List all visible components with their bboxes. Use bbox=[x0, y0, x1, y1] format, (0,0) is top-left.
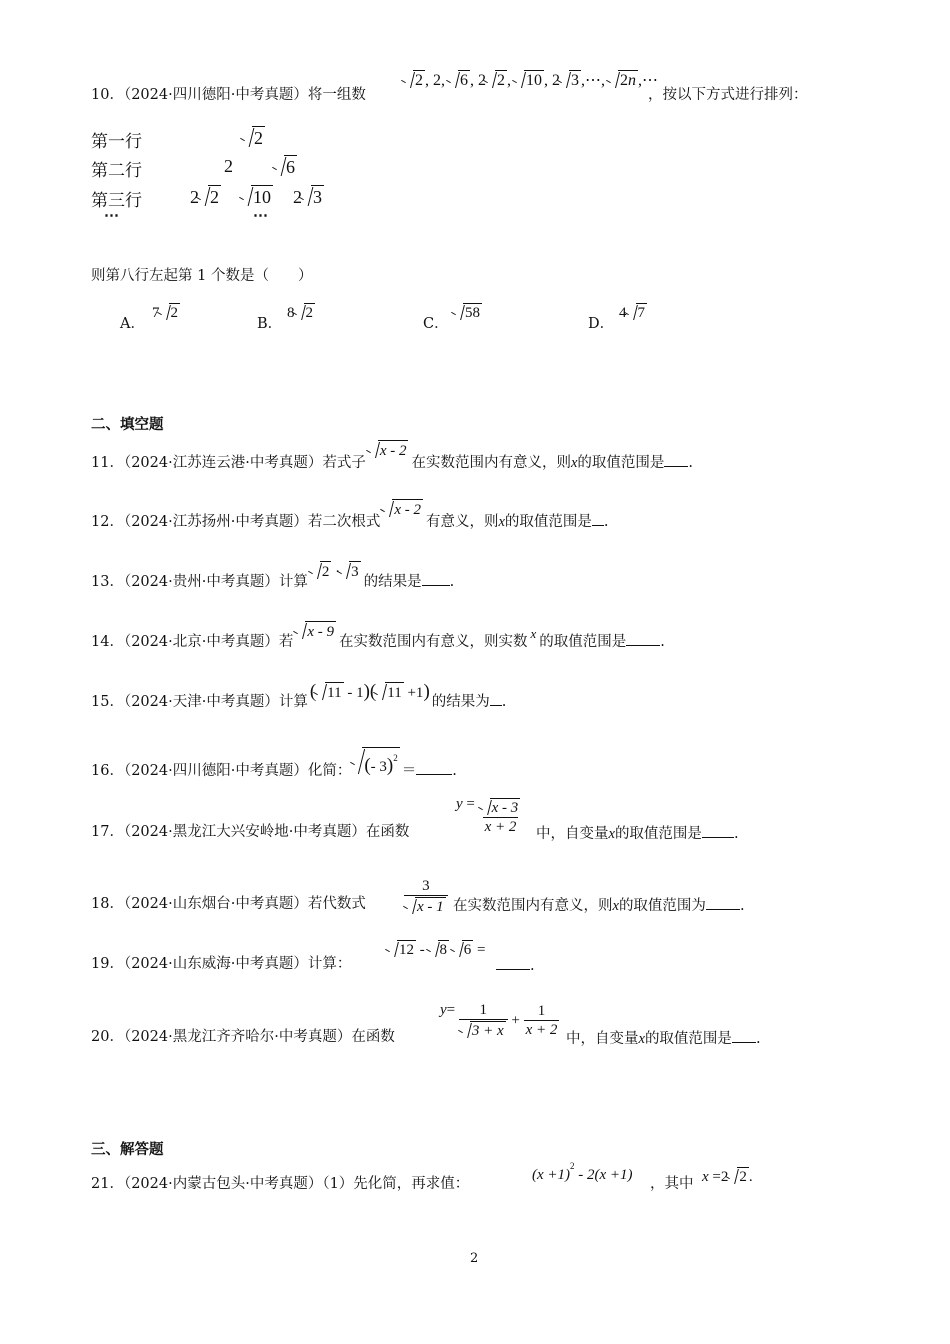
q20-tail: 中，自变量x的取值范围是 . bbox=[566, 1028, 761, 1048]
q10-text-after: ，按以下方式进行排列： bbox=[648, 87, 808, 103]
ellipsis-left: ⋯ bbox=[104, 206, 120, 224]
q18-tail: 在实数范围内有意义，则x的取值范围为 . bbox=[453, 895, 745, 915]
answer-blank[interactable] bbox=[706, 895, 740, 910]
option-d-label[interactable]: D． bbox=[588, 316, 615, 332]
q18-formula: $\frac{3}{x - 1}$ bbox=[404, 878, 448, 916]
q21-mid: ，其中 bbox=[650, 1176, 694, 1192]
q15: 15．（2024·天津·中考真题）计算 ( 11 - 1)( 11 +1) 的结果为 . bbox=[91, 681, 507, 710]
answer-blank[interactable] bbox=[490, 691, 502, 706]
answer-blank[interactable] bbox=[416, 760, 452, 775]
option-a-label[interactable]: A． bbox=[120, 316, 145, 332]
q11: 11．（2024·江苏连云港·中考真题）若式子x - 2在实数范围内有意义，则x的取值范围是 . bbox=[91, 452, 693, 472]
option-b-value[interactable]: 8 2 bbox=[287, 305, 313, 321]
question-source: （2024·四川德阳·中考真题） bbox=[123, 87, 308, 103]
row-label-3: 第三行 bbox=[91, 191, 142, 211]
q12: 12．（2024·江苏扬州·中考真题）若二次根式x - 2有意义，则x的取值范围是 . bbox=[91, 511, 609, 531]
row1-value-1: 2 bbox=[243, 126, 265, 149]
q16: 16．（2024·四川德阳·中考真题）化简： (- 3)$^2$＝ . bbox=[91, 751, 457, 780]
section-title-answer: 三、解答题 bbox=[91, 1141, 164, 1158]
row3-value-3: 2 3 bbox=[293, 187, 322, 207]
ellipsis-center: ⋯ bbox=[253, 206, 269, 224]
question-number: 10． bbox=[91, 87, 124, 103]
q21-condition: x =2 2 . bbox=[702, 1169, 753, 1185]
option-b-label[interactable]: B． bbox=[257, 316, 283, 332]
answer-blank[interactable] bbox=[592, 511, 604, 526]
answer-blank[interactable] bbox=[664, 452, 688, 467]
row3-value-1: 2 2 bbox=[190, 187, 219, 207]
answer-blank[interactable] bbox=[422, 571, 450, 586]
q13: 13．（2024·贵州·中考真题）计算2 · 3的结果是 . bbox=[91, 571, 454, 591]
q19: 19．（2024·山东威海·中考真题）计算： bbox=[91, 956, 352, 972]
q20-formula: y= $\frac{1}{3 + x}$ + $\frac{1}{x + 2}$ bbox=[440, 1002, 558, 1039]
q20: 20．（2024·黑龙江齐齐哈尔·中考真题）在函数 bbox=[91, 1029, 395, 1045]
q10-question: 则第八行左起第 1 个数是（ ） bbox=[91, 268, 313, 284]
q10-sequence: 2 , 2, 6 , 2 2 , 10 , 2 3 ,⋯, 2n ,⋯ bbox=[404, 70, 658, 90]
option-c-value[interactable]: 58 bbox=[454, 303, 482, 322]
q17-tail: 中，自变量x的取值范围是 . bbox=[536, 823, 739, 843]
q17: 17．（2024·黑龙江大兴安岭地·中考真题）在函数 bbox=[91, 824, 410, 840]
row3-value-2: 10 bbox=[242, 185, 273, 208]
row2-value-2: 6 bbox=[275, 155, 297, 178]
question-text: 将一组数 bbox=[307, 87, 366, 103]
q19-tail: . bbox=[496, 955, 535, 975]
q14: 14．（2024·北京·中考真题）若x - 9在实数范围内有意义，则实数x的取值范围是 . bbox=[91, 631, 665, 651]
row-label-2: 第二行 bbox=[91, 161, 142, 181]
row2-value-1: 2 bbox=[224, 156, 233, 176]
q19-formula: 12 - 8 6 = bbox=[388, 940, 485, 959]
q10-line bbox=[91, 86, 366, 104]
option-d-value[interactable]: 4 7 bbox=[619, 305, 645, 321]
answer-blank[interactable] bbox=[496, 955, 530, 970]
answer-blank[interactable] bbox=[702, 823, 734, 838]
q21-expression: $(x +1)^2 - 2(x +1)$ bbox=[532, 1161, 633, 1183]
option-c-label[interactable]: C． bbox=[423, 316, 449, 332]
q17-formula: y = $\frac{x - 3}{x + 2}$ bbox=[456, 796, 519, 835]
answer-blank[interactable] bbox=[626, 631, 660, 646]
q18: 18．（2024·山东烟台·中考真题）若代数式 bbox=[91, 896, 366, 912]
answer-blank[interactable] bbox=[732, 1028, 756, 1043]
row-label-1: 第一行 bbox=[91, 132, 142, 152]
section-title-fill-in: 二、填空题 bbox=[91, 416, 164, 433]
page-number: 2 bbox=[470, 1251, 479, 1266]
q21: 21．（2024·内蒙古包头·中考真题）（1）先化简，再求值： bbox=[91, 1176, 470, 1192]
option-a-value[interactable]: 7 2 bbox=[152, 305, 178, 321]
